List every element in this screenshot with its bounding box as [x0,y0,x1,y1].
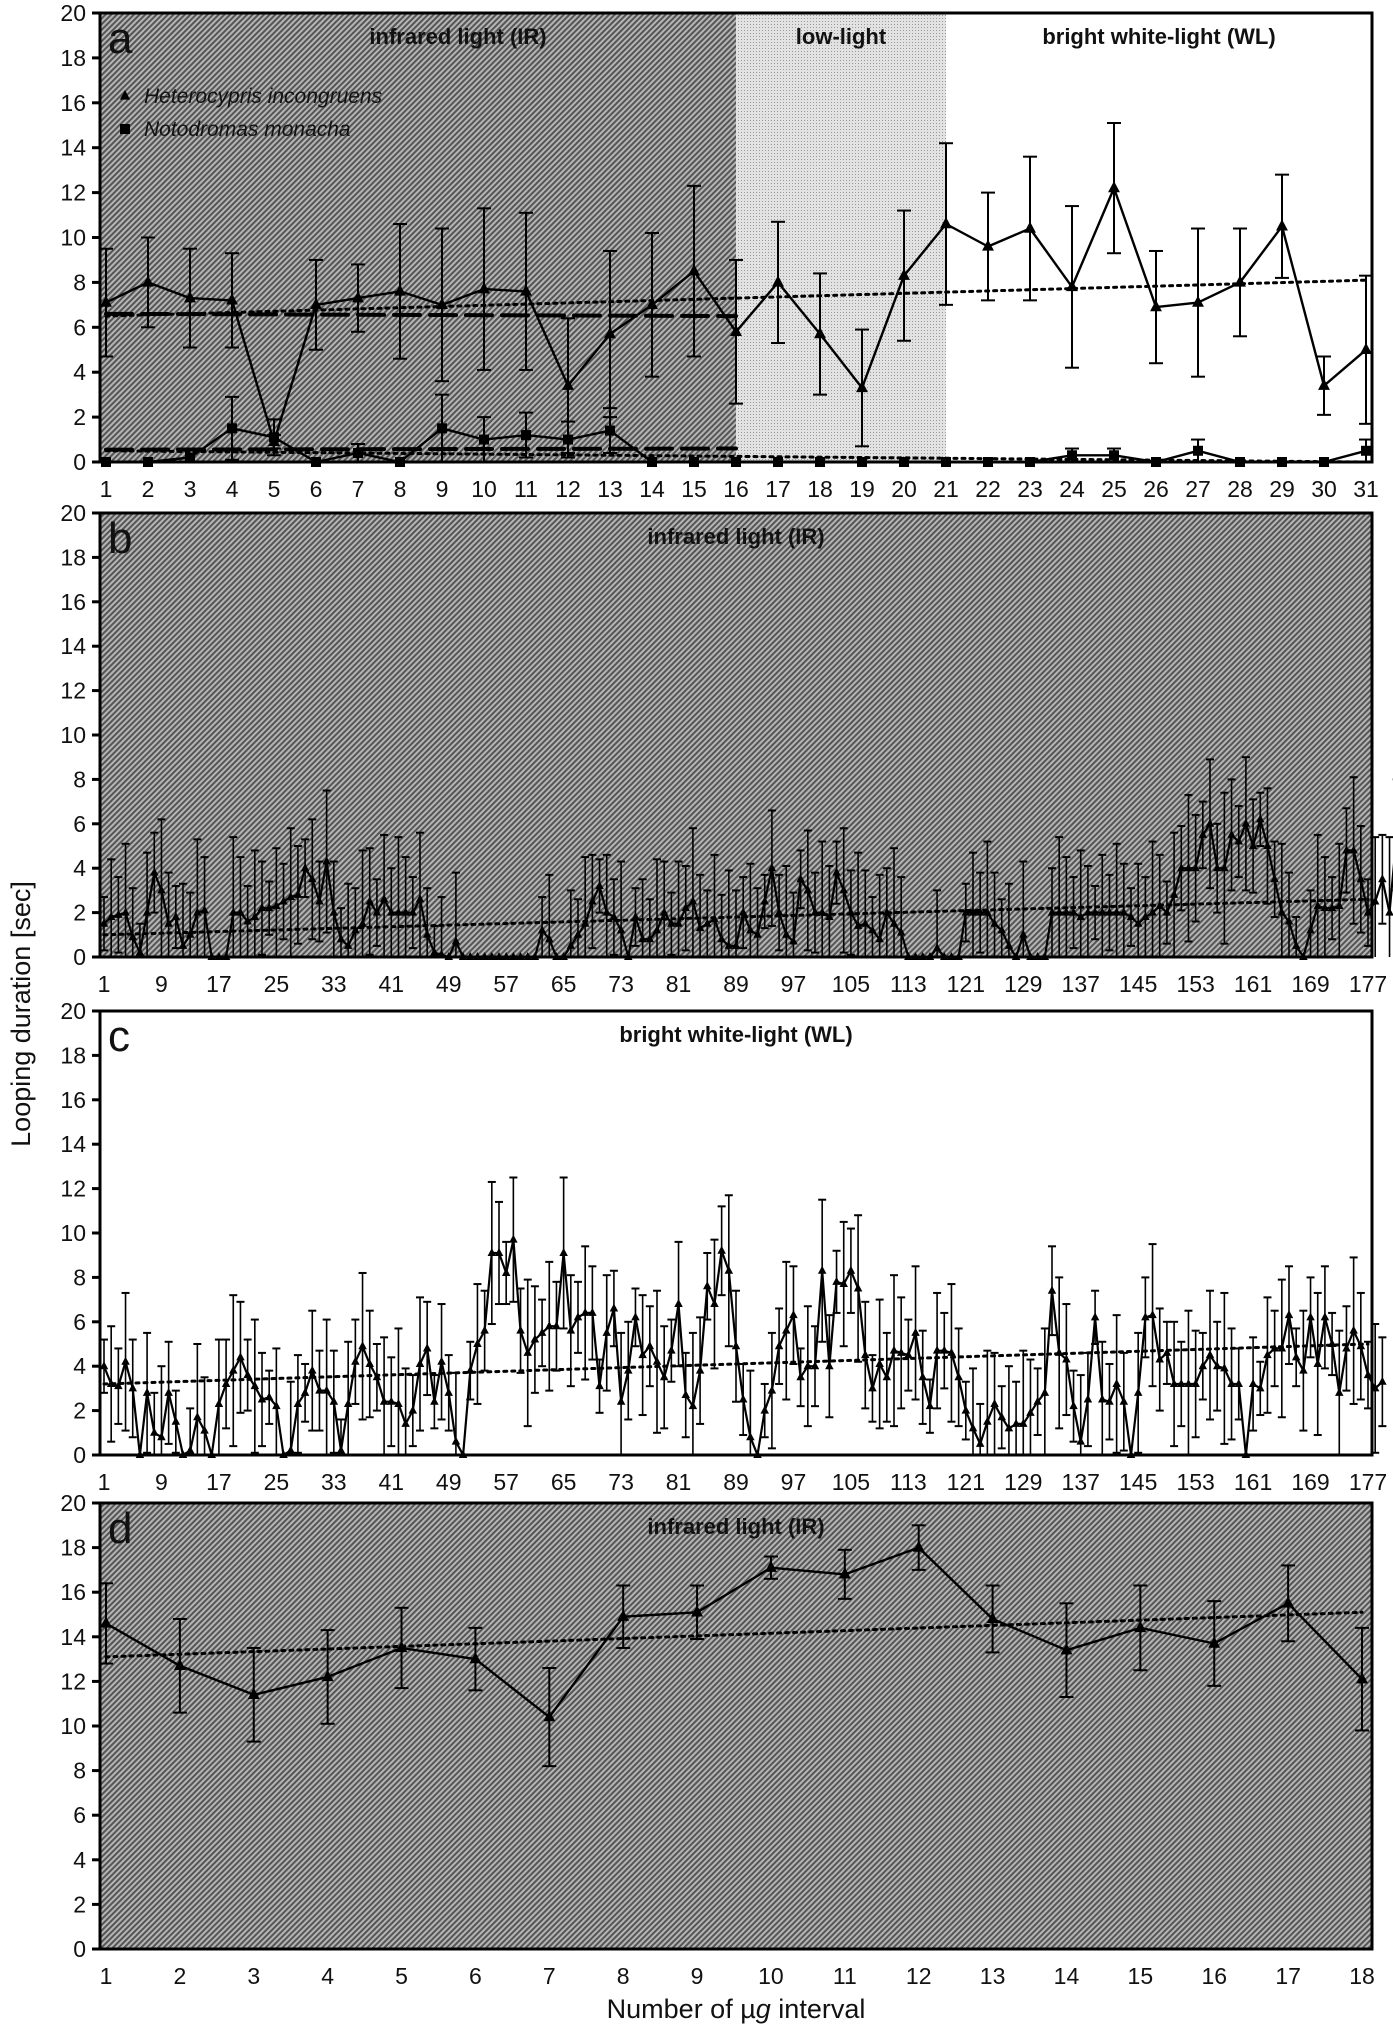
x-tick-label: 28 [1227,476,1253,502]
y-tick-label: 6 [73,314,86,341]
legend-label: Heterocypris incongruens [144,85,383,108]
panel-letter: c [108,1012,130,1061]
region-ir-background [100,13,736,462]
square-marker [437,423,447,433]
x-tick-label: 9 [690,1963,704,1989]
y-tick-label: 14 [60,1623,86,1650]
y-tick-label: 10 [60,1220,86,1246]
panel-condition-label: infrared light (IR) [647,524,825,549]
x-tick-label: 97 [780,1469,807,1495]
panel-letter: a [108,14,133,63]
x-tick-label: 6 [309,476,323,502]
x-tick-label: 20 [891,476,917,502]
x-tick-label: 8 [393,476,407,502]
x-tick-label: 21 [933,476,959,502]
x-tick-label: 22 [975,476,1001,502]
x-tick-label: 18 [807,476,833,502]
x-tick-label: 161 [1233,971,1273,997]
x-tick-label: 161 [1233,1469,1273,1495]
square-marker [227,423,237,433]
x-axis-title-part-1: Number of µ [606,1994,756,2024]
x-tick-label: 1 [97,1469,111,1495]
x-tick-label: 1 [99,1963,113,1989]
y-tick-label: 10 [60,1713,86,1739]
x-tick-label: 6 [469,1963,482,1989]
x-tick-label: 9 [155,971,168,997]
x-tick-label: 3 [247,1963,261,1989]
y-tick-label: 2 [73,404,86,431]
x-tick-label: 18 [1349,1963,1375,1989]
x-tick-label: 121 [946,971,986,997]
y-tick-label: 14 [60,134,86,161]
triangle-marker [1378,874,1387,882]
y-tick-label: 6 [73,1308,86,1335]
y-tick-label: 6 [73,810,86,837]
y-tick-label: 12 [60,1175,86,1202]
x-tick-label: 11 [832,1963,857,1989]
x-tick-label: 15 [1127,1963,1154,1989]
y-tick-label: 14 [60,633,86,660]
region-low-background [736,13,946,462]
x-tick-label: 24 [1059,476,1085,502]
x-tick-label: 113 [890,1469,927,1495]
y-tick-label: 18 [60,544,86,571]
x-tick-label: 7 [542,1963,556,1989]
y-tick-label: 0 [73,1936,86,1962]
y-tick-label: 0 [73,944,86,970]
y-tick-label: 12 [60,677,86,704]
square-marker [1361,446,1371,456]
y-tick-label: 2 [73,1397,86,1424]
x-tick-label: 121 [946,1469,986,1495]
y-axis-title: Looping duration [sec] [6,881,36,1147]
y-tick-label: 8 [73,766,86,793]
x-tick-label: 65 [550,1469,577,1495]
plot-background [100,1503,1372,1949]
x-tick-label: 17 [765,476,791,502]
y-tick-label: 0 [73,1442,86,1468]
y-tick-label: 8 [73,1264,86,1291]
panel-b [60,500,1393,997]
x-tick-label: 73 [608,971,634,997]
y-tick-label: 14 [60,1131,86,1158]
x-tick-label: 169 [1291,1469,1330,1495]
x-tick-label: 65 [550,971,577,997]
square-marker [563,435,573,445]
x-tick-label: 33 [321,1469,347,1495]
square-marker [521,430,531,440]
x-tick-label: 16 [723,476,749,502]
y-tick-label: 6 [73,1802,86,1829]
x-tick-label: 145 [1118,1469,1158,1495]
x-tick-label: 27 [1185,476,1211,502]
x-tick-label: 145 [1118,971,1158,997]
square-marker [1193,446,1203,456]
x-tick-label: 49 [435,971,462,997]
x-axis-title-part-3: interval [770,1994,866,2024]
panel-letter: d [108,1504,133,1553]
x-axis-title-part-2: g [755,1994,771,2024]
x-tick-label: 113 [890,971,927,997]
x-tick-label: 17 [206,971,232,997]
panel-c [60,998,1387,1495]
x-tick-label: 15 [681,476,707,502]
x-tick-label: 1 [99,476,113,502]
x-tick-label: 10 [758,1963,784,1989]
square-marker [605,426,615,436]
x-tick-label: 10 [471,476,497,502]
x-tick-label: 17 [206,1469,232,1495]
region-label: bright white-light (WL) [1042,24,1276,49]
y-tick-label: 4 [73,1353,86,1380]
x-tick-label: 31 [1353,476,1379,502]
x-tick-label: 137 [1061,1469,1100,1495]
legend-square-marker [120,124,130,134]
x-tick-label: 25 [263,971,290,997]
x-tick-label: 41 [378,971,405,997]
y-tick-label: 20 [60,0,86,26]
x-tick-label: 2 [141,476,155,502]
y-tick-label: 0 [73,449,86,475]
x-tick-label: 33 [321,971,347,997]
x-tick-label: 4 [225,476,239,502]
region-label: low-light [795,24,887,49]
x-tick-label: 7 [351,476,365,502]
y-tick-label: 18 [60,1534,86,1561]
y-tick-label: 16 [60,1579,86,1606]
square-marker [1067,450,1077,460]
x-tick-label: 19 [849,476,875,502]
panel-d [60,1490,1374,1989]
x-tick-label: 169 [1291,971,1330,997]
y-tick-label: 4 [73,359,86,386]
square-marker [269,432,279,442]
x-tick-label: 49 [435,1469,462,1495]
y-tick-label: 18 [60,1042,86,1069]
x-tick-label: 12 [905,1963,932,1989]
y-tick-label: 12 [60,1668,86,1695]
y-tick-label: 2 [73,899,86,926]
square-marker [479,435,489,445]
y-tick-label: 20 [60,500,86,526]
square-marker [1109,450,1119,460]
x-tick-label: 5 [395,1963,408,1989]
triangle-marker [1385,908,1393,916]
x-tick-label: 14 [639,476,665,502]
x-tick-label: 129 [1004,971,1043,997]
x-tick-label: 89 [723,971,749,997]
x-tick-label: 17 [1275,1963,1301,1989]
y-tick-label: 12 [60,179,86,206]
panels-group [60,0,1393,1989]
x-tick-label: 13 [597,476,623,502]
x-tick-label: 73 [608,1469,634,1495]
x-tick-label: 13 [979,1963,1006,1989]
x-tick-label: 2 [173,1963,187,1989]
x-tick-label: 177 [1348,1469,1388,1495]
x-tick-label: 153 [1176,1469,1215,1495]
x-tick-label: 41 [378,1469,405,1495]
y-tick-label: 16 [60,588,86,615]
x-tick-label: 3 [183,476,197,502]
x-tick-label: 177 [1348,971,1388,997]
x-tick-label: 11 [514,476,538,502]
y-tick-label: 10 [60,722,86,748]
x-tick-label: 4 [321,1963,335,1989]
x-tick-label: 97 [780,971,807,997]
x-tick-label: 14 [1053,1963,1080,1989]
x-tick-label: 23 [1017,476,1043,502]
panel-letter: b [108,514,133,563]
x-tick-label: 25 [1101,476,1127,502]
x-tick-label: 105 [831,1469,871,1495]
x-tick-label: 25 [263,1469,290,1495]
x-tick-label: 81 [665,1469,692,1495]
x-tick-label: 1 [97,971,111,997]
x-tick-label: 8 [616,1963,630,1989]
panel-a [60,0,1378,502]
x-tick-label: 129 [1004,1469,1043,1495]
square-marker [353,448,363,458]
y-tick-label: 16 [60,1086,86,1113]
y-tick-label: 10 [60,224,86,251]
x-tick-label: 12 [555,476,581,502]
y-tick-label: 4 [73,1846,86,1873]
panel-condition-label: infrared light (IR) [647,1514,825,1539]
x-tick-label: 29 [1269,476,1295,502]
y-tick-label: 20 [60,1490,86,1516]
y-tick-label: 20 [60,998,86,1024]
x-tick-label: 9 [155,1469,168,1495]
legend-label: Notodromas monacha [144,118,351,141]
y-tick-label: 18 [60,44,86,71]
triangle-marker [1378,1377,1387,1385]
x-tick-label: 105 [831,971,871,997]
region-label: infrared light (IR) [369,24,547,49]
x-tick-label: 30 [1311,476,1337,502]
y-tick-label: 2 [73,1891,86,1918]
y-tick-label: 8 [73,1757,86,1784]
x-tick-label: 26 [1143,476,1169,502]
x-axis-title [607,1994,866,2024]
x-tick-label: 16 [1201,1963,1228,1989]
x-tick-label: 5 [267,476,281,502]
x-tick-label: 57 [493,971,519,997]
y-tick-label: 8 [73,269,86,296]
x-tick-label: 57 [493,1469,519,1495]
x-tick-label: 9 [435,476,449,502]
y-tick-label: 4 [73,855,86,882]
x-tick-label: 81 [665,971,692,997]
y-tick-label: 16 [60,89,86,116]
x-tick-label: 153 [1176,971,1215,997]
panel-condition-label: bright white-light (WL) [619,1022,853,1047]
x-tick-label: 137 [1061,971,1100,997]
x-tick-label: 89 [723,1469,749,1495]
